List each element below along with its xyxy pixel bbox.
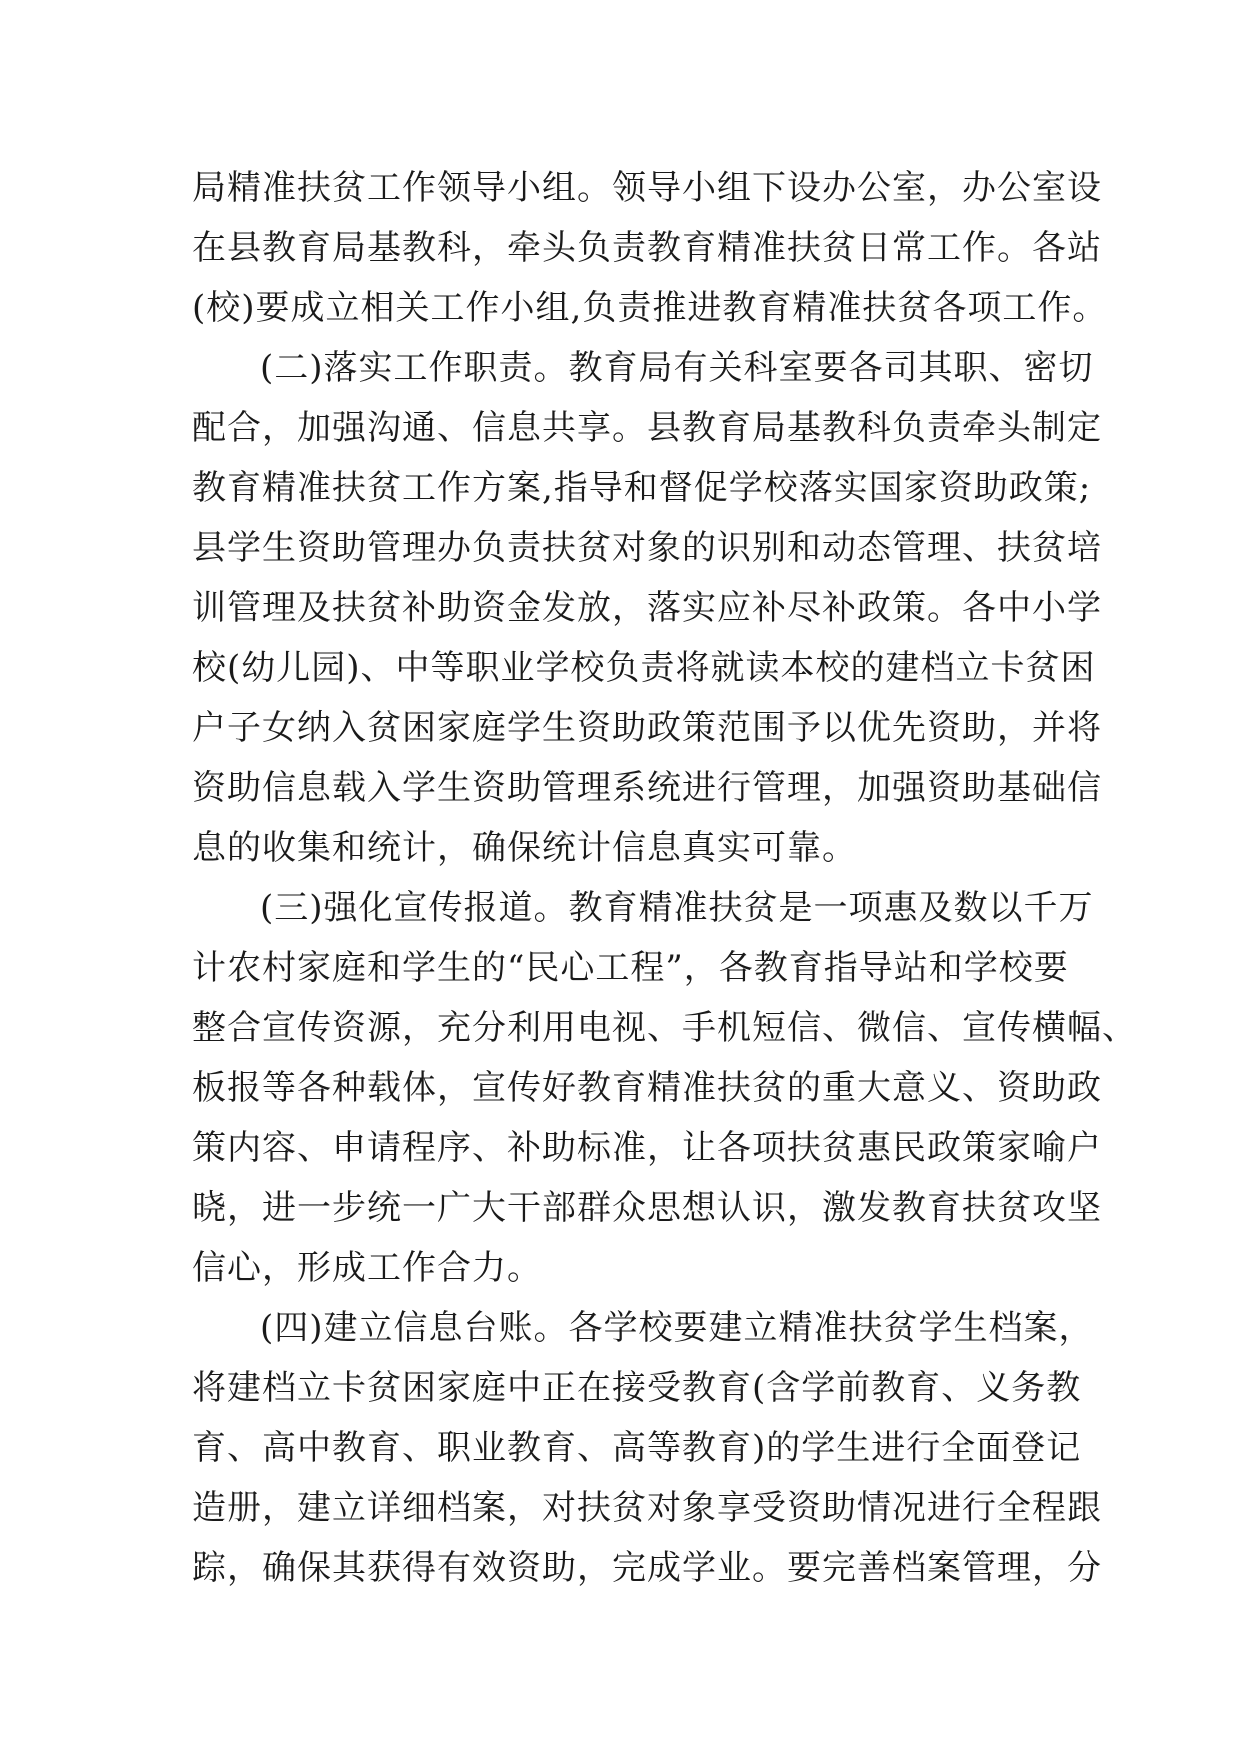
text-line: 训管理及扶贫补助资金发放，落实应补尽补政策。各中小学 (192, 588, 1102, 628)
text-line: 将建档立卡贫困家庭中正在接受教育(含学前教育、义务教 (192, 1368, 1082, 1408)
section-heading-line: (三)强化宣传报道。教育精准扶贫是一项惠及数以千万 (260, 888, 1094, 928)
text-line: 造册，建立详细档案，对扶贫对象享受资助情况进行全程跟 (192, 1488, 1102, 1528)
body-text (192, 158, 1137, 1598)
section-heading-line: (四)建立信息台账。各学校要建立精准扶贫学生档案， (260, 1308, 1094, 1348)
text-line: 策内容、申请程序、补助标准，让各项扶贫惠民政策家喻户 (192, 1128, 1102, 1168)
text-line: 计农村家庭和学生的“民心工程”，各教育指导站和学校要 (192, 948, 1069, 988)
text-line: 校(幼儿园)、中等职业学校负责将就读本校的建档立卡贫困 (192, 648, 1096, 688)
text-line: 局精准扶贫工作领导小组。领导小组下设办公室，办公室设 (192, 168, 1102, 208)
section-heading-line: (二)落实工作职责。教育局有关科室要各司其职、密切 (260, 348, 1094, 388)
text-line: 信心，形成工作合力。 (192, 1248, 542, 1288)
text-line: 资助信息载入学生资助管理系统进行管理，加强资助基础信 (192, 768, 1102, 808)
text-line: 在县教育局基教科，牵头负责教育精准扶贫日常工作。各站 (192, 228, 1102, 268)
text-line: 户子女纳入贫困家庭学生资助政策范围予以优先资助，并将 (192, 708, 1102, 748)
text-line: (校)要成立相关工作小组,负责推进教育精准扶贫各项工作。 (192, 288, 1108, 328)
text-line: 育、高中教育、职业教育、高等教育)的学生进行全面登记 (192, 1428, 1082, 1468)
text-line: 踪，确保其获得有效资助，完成学业。要完善档案管理，分 (192, 1548, 1102, 1588)
text-line: 配合，加强沟通、信息共享。县教育局基教科负责牵头制定 (192, 408, 1102, 448)
text-line: 晓，进一步统一广大干部群众思想认识，激发教育扶贫攻坚 (192, 1188, 1102, 1228)
text-line: 整合宣传资源，充分利用电视、手机短信、微信、宣传横幅、 (192, 1008, 1137, 1048)
text-line: 教育精准扶贫工作方案,指导和督促学校落实国家资助政策; (192, 468, 1092, 508)
text-line: 县学生资助管理办负责扶贫对象的识别和动态管理、扶贫培 (192, 528, 1102, 568)
text-line: 息的收集和统计，确保统计信息真实可靠。 (192, 828, 857, 868)
text-line: 板报等各种载体，宣传好教育精准扶贫的重大意义、资助政 (192, 1068, 1102, 1108)
